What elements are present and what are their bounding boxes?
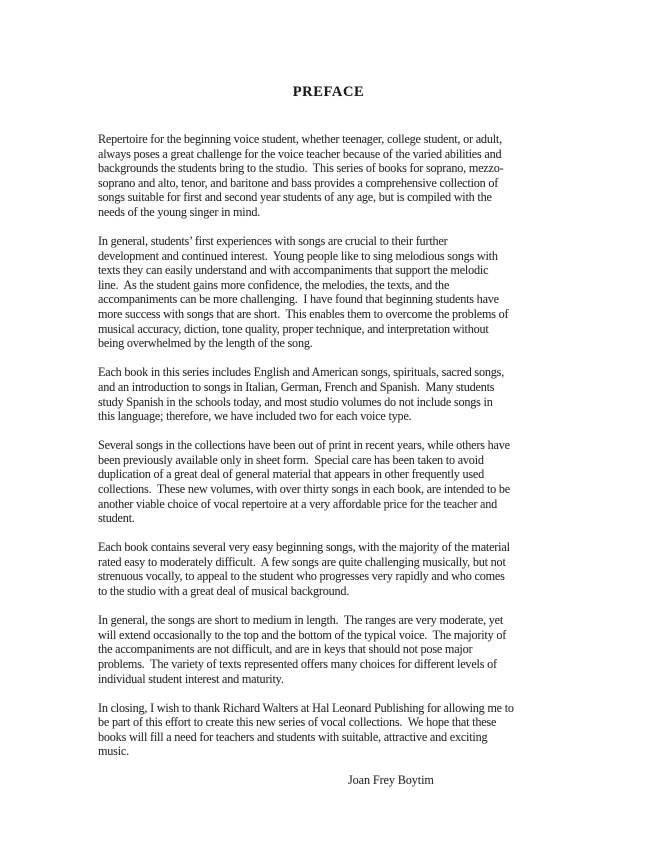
text-line: rated easy to moderately difficult. A few songs are quite challenging musically, but not (98, 554, 506, 569)
preface-paragraphs (98, 132, 559, 759)
text-line: strenuous vocally, to appeal to the student who progresses very rapidly and who comes (98, 569, 505, 584)
text-line: duplication of a great deal of general material that appears in other frequently used (98, 467, 485, 482)
text-line: student. (98, 511, 135, 526)
text-line: Each book in this series includes English and American songs, spirituals, sacred songs, (98, 365, 505, 380)
preface-content (98, 84, 559, 788)
text-line: to the studio with a great deal of musical background. (98, 584, 350, 599)
paragraph (98, 613, 559, 686)
paragraph (98, 540, 559, 598)
text-line: always poses a great challenge for the voice teacher because of the varied abilities and (98, 146, 502, 161)
text-line: songs suitable for first and second year students of any age, but is compiled with the (98, 190, 492, 205)
text-line: will extend occasionally to the top and the bottom of the typical voice. The majority of (98, 627, 507, 642)
paragraph (98, 234, 559, 351)
paragraph (98, 438, 559, 526)
text-line: be part of this effort to create this new series of vocal collections. We hope that these (98, 715, 497, 730)
text-line: needs of the young singer in mind. (98, 204, 261, 219)
text-line: another viable choice of vocal repertoire at a very affordable price for the teacher and (98, 496, 498, 511)
text-line: this language; therefore, we have included two for each voice type. (98, 409, 412, 424)
text-line: backgrounds the students bring to the studio. This series of books for soprano, mezzo- (98, 161, 504, 176)
text-line: music. (98, 744, 129, 759)
text-line: books will fill a need for teachers and students with suitable, attractive and exciting (98, 729, 488, 744)
text-line: been previously available only in sheet form. Special care has been taken to avoid (98, 452, 484, 467)
text-line: Each book contains several very easy beginning songs, with the majority of the material (98, 540, 510, 555)
text-line: accompaniments can be more challenging. I have found that beginning students have (98, 292, 499, 307)
text-line: the accompaniments are not difficult, and are in keys that should not pose major (98, 642, 473, 657)
text-line: development and continued interest. Young people like to sing melodious songs with (98, 248, 498, 263)
paragraph (98, 132, 559, 220)
text-line: more success with songs that are short. This enables them to overcome the problems of (98, 307, 509, 322)
text-line: study Spanish in the schools today, and most studio volumes do not include songs in (98, 394, 493, 409)
author-signature: Joan Frey Boytim (348, 773, 434, 788)
text-line: and an introduction to songs in Italian, German, French and Spanish. Many students (98, 379, 495, 394)
text-line: In closing, I wish to thank Richard Walters at Hal Leonard Publishing for allowing me to (98, 700, 514, 715)
page-title: PREFACE (292, 84, 365, 100)
text-line: soprano and alto, tenor, and baritone and bass provides a comprehensive collection of (98, 175, 499, 190)
text-line: individual student interest and maturity. (98, 671, 284, 686)
paragraph (98, 365, 559, 423)
text-line: Several songs in the collections have been out of print in recent years, while others have (98, 438, 510, 453)
text-line: problems. The variety of texts represented offers many choices for different levels of (98, 656, 497, 671)
paragraph (98, 701, 559, 759)
text-line: line. As the student gains more confidence, the melodies, the texts, and the (98, 277, 450, 292)
text-line: texts they can easily understand and with accompaniments that support the melodic (98, 263, 489, 278)
text-line: In general, students’ first experiences with songs are crucial to their further (98, 234, 448, 249)
text-line: musical accuracy, diction, tone quality, proper technique, and interpretation without (98, 321, 489, 336)
text-line: Repertoire for the beginning voice student, whether teenager, college student, or adult, (98, 132, 502, 146)
text-line: In general, the songs are short to medium in length. The ranges are very moderate, yet (98, 613, 504, 628)
text-line: collections. These new volumes, with over thirty songs in each book, are intended to be (98, 481, 511, 496)
text-line: being overwhelmed by the length of the song. (98, 336, 313, 351)
